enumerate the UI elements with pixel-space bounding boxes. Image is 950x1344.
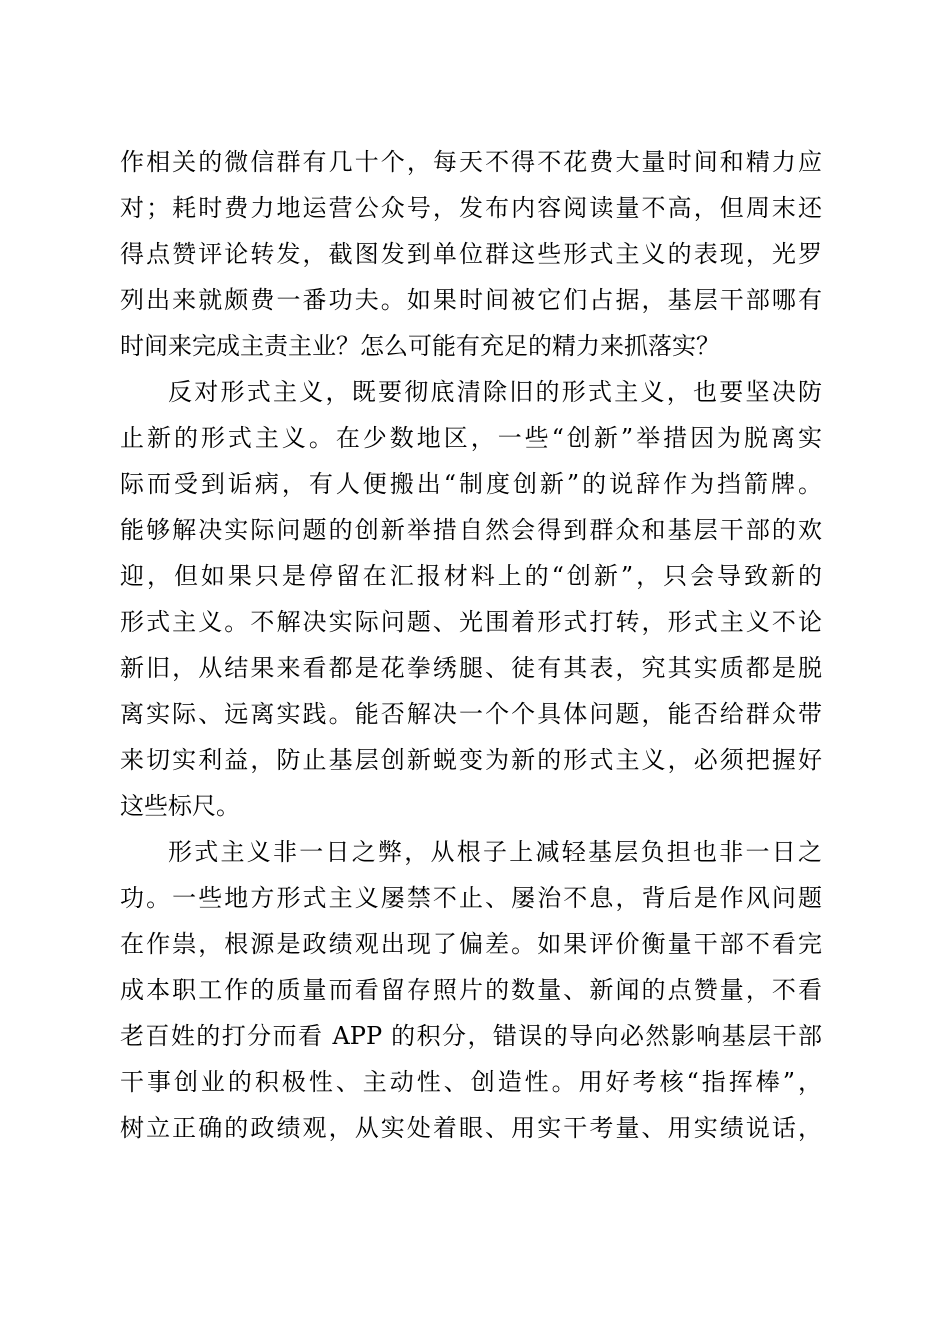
text-line: 成本职工作的质量而看留存照片的数量、新闻的点赞量，不看 <box>120 976 822 1004</box>
text-line: 反对形式主义，既要彻底清除旧的形式主义，也要坚决防 <box>168 378 822 406</box>
paragraph-3 <box>120 829 822 1151</box>
text-line: 新旧，从结果来看都是花拳绣腿、徒有其表，究其实质都是脱 <box>120 654 822 682</box>
text-line: 作相关的微信群有几十个，每天不得不花费大量时间和精力应 <box>120 148 822 176</box>
text-line: 离实际、远离实践。能否解决一个个具体问题，能否给群众带 <box>120 700 822 728</box>
text-line: 在作祟，根源是政绩观出现了偏差。如果评价衡量干部不看完 <box>120 930 822 958</box>
text-line: 老百姓的打分而看 APP 的积分，错误的导向必然影响基层干部 <box>120 1022 822 1050</box>
text-line: 能够解决实际问题的创新举措自然会得到群众和基层干部的欢 <box>120 516 822 544</box>
text-line: 迎，但如果只是停留在汇报材料上的“创新”，只会导致新的 <box>120 562 822 590</box>
text-line: 形式主义。不解决实际问题、光围着形式打转，形式主义不论 <box>120 608 822 636</box>
text-line: 时间来完成主责主业？怎么可能有充足的精力来抓落实？ <box>120 332 720 360</box>
paragraph-2 <box>120 369 822 829</box>
paragraph-1 <box>120 139 822 369</box>
text-line: 得点赞评论转发，截图发到单位群这些形式主义的表现，光罗 <box>120 240 822 268</box>
text-line: 干事创业的积极性、主动性、创造性。用好考核“指挥棒”， <box>120 1068 822 1096</box>
text-line: 来切实利益，防止基层创新蜕变为新的形式主义，必须把握好 <box>120 746 822 774</box>
text-line: 树立正确的政绩观，从实处着眼、用实干考量、用实绩说话， <box>120 1114 822 1142</box>
text-line: 对；耗时费力地运营公众号，发布内容阅读量不高，但周末还 <box>120 194 822 222</box>
text-line: 止新的形式主义。在少数地区，一些“创新”举措因为脱离实 <box>120 424 822 452</box>
text-line: 功。一些地方形式主义屡禁不止、屡治不息，背后是作风问题 <box>120 884 822 912</box>
text-line: 这些标尺。 <box>120 792 240 820</box>
text-line: 形式主义非一日之弊，从根子上减轻基层负担也非一日之 <box>168 838 822 866</box>
text-line: 际而受到诟病，有人便搬出“制度创新”的说辞作为挡箭牌。 <box>120 470 822 498</box>
body-text <box>120 139 822 1151</box>
text-line: 列出来就颇费一番功夫。如果时间被它们占据，基层干部哪有 <box>120 286 822 314</box>
